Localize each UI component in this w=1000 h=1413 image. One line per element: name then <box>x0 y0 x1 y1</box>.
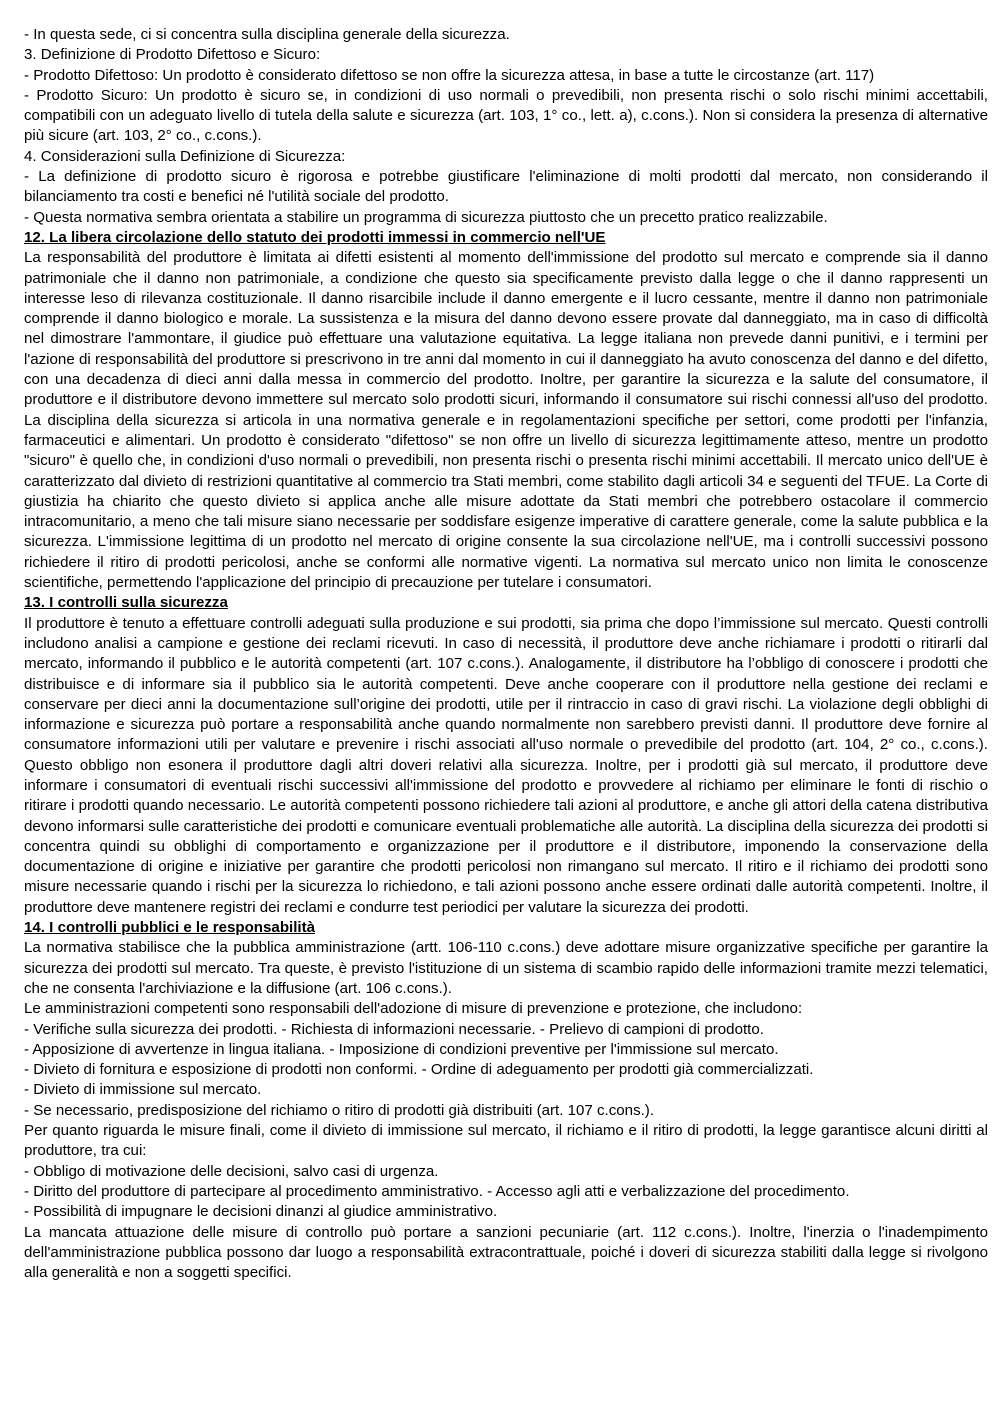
document-page <box>24 25 988 1283</box>
intro-line: - In questa sede, ci si concentra sulla disciplina generale della sicurezza. <box>24 26 510 43</box>
section-13-heading: 13. I controlli sulla sicurezza <box>24 594 228 612</box>
right-item: - Diritto del produttore di partecipare al procedimento amministrativo. - Accesso agli atti e verbalizzazione del procedimento. <box>24 1182 850 1200</box>
intro-line: 3. Definizione di Prodotto Difettoso e Sicuro: <box>24 46 321 64</box>
right-item: - Possibilità di impugnare le decisioni dinanzi al giudice amministrativo. <box>24 1203 498 1221</box>
rights-intro: Per quanto riguarda le misure finali, come il divieto di immissione sul mercato, il richiamo e il ritiro di prodotti, la legge garantisce alcuni diritti al produttore, tra cui: <box>24 1122 988 1160</box>
considerations-paragraph: - La definizione di prodotto sicuro è rigorosa e potrebbe giustificare l'eliminazione di molti prodotti dal mercato, non considerando il bilanciamento tra costi e benefici né l'utilità sociale del prodotto. <box>24 168 988 206</box>
section-14-heading: 14. I controlli pubblici e le responsabilità <box>24 919 316 937</box>
section-12-body: La responsabilità del produttore è limitata ai difetti esistenti al momento dell'immissione del prodotto sul mercato e comprende sia il danno patrimoniale che il danno non patrimoniale, a condizione che questo sia specificamente previsto dalla legge o che il danno rappresenti un interesse leso di rilevanza costituzionale. Il danno risarcibile include il danno emergente e il lucro cessante, mentre il danno non patrimoniale comprende il danno biologico e morale. La sussistenza e la misura del danno devono essere provate dal danneggiato, ma in caso di difficoltà nel dimostrare l'ammontare, il giudice può effettuare una valutazione equitativa. La legge italiana non prevede danni punitivi, e i termini per l'azione di responsabilità del produttore si prescrivono in tre anni dal momento in cui il danneggiato ha avuto conoscenza del danno e del difetto, con una decadenza di dieci anni dalla messa in commercio del prodotto. Inoltre, per garantire la sicurezza e la salute del consumatore, il produttore e il distributore devono immettere sul mercato solo prodotti sicuri, informando il consumatore sui rischi connessi all'uso del prodotto. La disciplina della sicurezza si articola in una normativa generale e in regolamentazioni specifiche per settori, come prodotti per l'infanzia, farmaceutici e alimentari. Un prodotto è considerato "difettoso" se non offre un livello di sicurezza legittimamente atteso, mentre un prodotto "sicuro" è quello che, in condizioni d'uso normali o prevedibili, non presenta rischi o presenta rischi minimi accettabili. Il mercato unico dell'UE è caratterizzato dal divieto di restrizioni quantitative al commercio tra Stati membri, come stabilito dagli articoli 34 e seguenti del TFUE. La Corte di giustizia ha chiarito che questo divieto si applica anche alle misure adottate da Stati membri che potrebbero ostacolare il commercio intracomunitario, a meno che tali misure siano necessarie per soddisfare esigenze imperative di carattere generale, come la salute pubblica e la sicurezza. L'immissione legittima di un prodotto nel mercato di origine consente la sua circolazione nell'UE, ma i controlli successivi possono richiedere il ritiro di prodotti pericolosi, anche se conformi alle normative vigenti. La normativa sul mercato unico non limita le conoscenze scientifiche, permettendo l'applicazione del principio di precauzione per tutelare i consumatori. <box>24 249 988 592</box>
measure-item: - Apposizione di avvertenze in lingua italiana. - Imposizione di condizioni preventive per l'immissione sul mercato. <box>24 1040 779 1058</box>
measures-intro: Le amministrazioni competenti sono responsabili dell'adozione di misure di prevenzione e protezione, che includono: <box>24 1000 803 1018</box>
measure-item: - Divieto di fornitura e esposizione di prodotti non conformi. - Ordine di adeguamento per prodotti già commercializzati. <box>24 1061 814 1079</box>
section-14-closing: La mancata attuazione delle misure di controllo può portare a sanzioni pecuniarie (art. 112 c.cons.). Inoltre, l'inerzia o l'inadempimento dell'amministrazione pubblica possono dar luogo a responsabilità extracontrattuale, poiché i doveri di sicurezza stabiliti dalla legge si rivolgono alla generalità e non a soggetti specifici. <box>24 1223 988 1282</box>
section-14-intro: La normativa stabilisce che la pubblica amministrazione (artt. 106-110 c.cons.) deve adottare misure organizzative specifiche per garantire la sicurezza dei prodotti sul mercato. Tra queste, è previsto l'istituzione di un sistema di scambio rapido delle informazioni tramite mezzi telematici, che ne consenta l'archiviazione e la diffusione (art. 106 c.cons.). <box>24 939 988 997</box>
considerations-title: 4. Considerazioni sulla Definizione di Sicurezza: <box>24 147 346 165</box>
safe-product-paragraph: - Prodotto Sicuro: Un prodotto è sicuro se, in condizioni di uso normali o prevedibili, non presenta rischi o solo rischi minimi accettabili, compatibili con un adeguato livello di tutela della salute e sicurezza (art. 103, 1° co., lett. a), c.cons.). Non si considera la presenza di alternative più sicure (art. 103, 2° co., c.cons.). <box>24 86 988 145</box>
section-12-heading: 12. La libera circolazione dello statuto dei prodotti immessi in commercio nell'UE <box>24 228 606 246</box>
considerations-line: - Questa normativa sembra orientata a stabilire un programma di sicurezza piuttosto che un precetto pratico realizzabile. <box>24 208 828 226</box>
right-item: - Obbligo di motivazione delle decisioni, salvo casi di urgenza. <box>24 1162 439 1180</box>
measure-item: - Divieto di immissione sul mercato. <box>24 1081 262 1099</box>
measure-item: - Verifiche sulla sicurezza dei prodotti. - Richiesta di informazioni necessarie. - Prelievo di campioni di prodotto. <box>24 1020 764 1038</box>
intro-line: - Prodotto Difettoso: Un prodotto è considerato difettoso se non offre la sicurezza attesa, in base a tutte le circostanze (art. 117) <box>24 66 875 84</box>
measure-item: - Se necessario, predisposizione del richiamo o ritiro di prodotti già distribuiti (art. 107 c.cons.). <box>24 1101 655 1119</box>
section-13-body: Il produttore è tenuto a effettuare controlli adeguati sulla produzione e sui prodotti, sia prima che dopo l’immissione sul mercato. Questi controlli includono analisi a campione e gestione dei reclami ricevuti. In caso di necessità, il produttore deve anche richiamare i prodotti o ritirarli dal mercato, informando il pubblico e le autorità competenti (art. 107 c.cons.). Analogamente, il distributore ha l’obbligo di conoscere i prodotti che distribuisce e di informare sia il pubblico sia le autorità competenti. Deve anche cooperare con il produttore nella gestione dei reclami e conservare per dieci anni la documentazione sull’origine dei prodotti, utile per il rintraccio in caso di gravi rischi. La violazione degli obblighi di informazione e sicurezza può portare a responsabilità anche quando normalmente non sarebbero previsti danni. Il produttore deve fornire al consumatore informazioni utili per valutare e prevenire i rischi associati all'uso normale o prevedibile del prodotto (art. 104, 2° co., c.cons.). Questo obbligo non esonera il produttore dagli altri doveri relativi alla sicurezza. Inoltre, per i prodotti già sul mercato, il produttore deve informare i consumatori di eventuali rischi successivi all'immissione del prodotto e provvedere al richiamo per eliminare le fonti di rischio o ritirare i prodotti quando necessario. Le autorità competenti possono richiedere tali azioni al produttore, e anche gli attori della catena distributiva devono informarsi sulle caratteristiche dei prodotti e comunicare eventuali problematiche alle autorità. La disciplina della sicurezza dei prodotti si concentra quindi su obblighi di comportamento e organizzazione per il produttore e il distributore, imponendo la conservazione della documentazione di origine e iniziative per garantire che prodotti pericolosi non rimangano sul mercato. Il ritiro e il richiamo dei prodotti sono misure necessarie quando i rischi per la sicurezza lo richiedono, e tali azioni possono anche essere ordinati dalle autorità competenti. Inoltre, il produttore deve mantenere registri dei reclami e condurre test periodici per valutare la sicurezza dei prodotti. <box>24 614 988 916</box>
